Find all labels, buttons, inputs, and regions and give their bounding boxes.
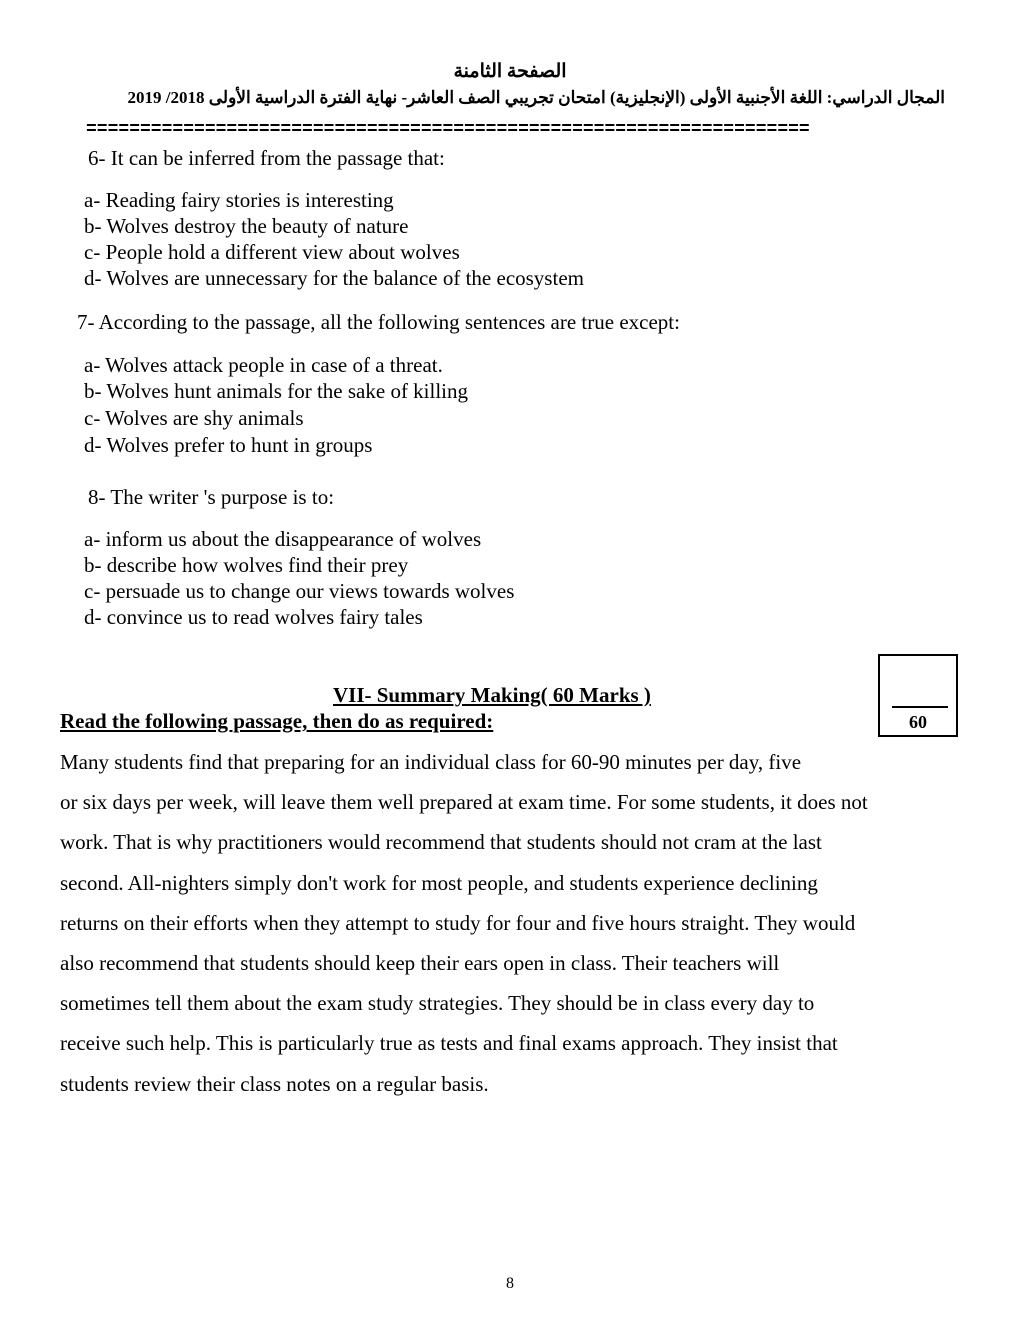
question-6-option-a: a- Reading fairy stories is interesting [84, 188, 394, 212]
question-8-option-c: c- persuade us to change our views towards wolves [84, 579, 515, 603]
page-number: 8 [506, 1275, 514, 1292]
passage-line: Many students find that preparing for an individual class for 60-90 minutes per day, five [60, 750, 802, 774]
question-7-option-c: c- Wolves are shy animals [84, 406, 304, 430]
passage-line: second. All-nighters simply don't work for most people, and students experience declining [60, 870, 818, 895]
marks-blank-line [892, 706, 948, 708]
question-6-stem: 6- It can be inferred from the passage that: [88, 146, 445, 170]
passage-line: work. That is why practitioners would recommend that students should not cram at the last [60, 830, 822, 855]
section-instruction: Read the following passage, then do as required: [60, 709, 494, 733]
passage-line: also recommend that students should keep their ears open in class. Their teachers will [60, 951, 780, 976]
question-7-option-a: a- Wolves attack people in case of a threat. [84, 353, 443, 377]
question-6-option-c: c- People hold a different view about wolves [84, 240, 460, 264]
header-divider: =================================================================== [86, 120, 810, 140]
question-8-option-a: a- inform us about the disappearance of wolves [84, 527, 482, 551]
passage-line: students review their class notes on a regular basis. [60, 1071, 489, 1096]
question-7-stem: 7- According to the passage, all the following sentences are true except: [77, 310, 680, 334]
section-title: VII- Summary Making( 60 Marks ) [333, 683, 651, 707]
question-7-option-b: b- Wolves hunt animals for the sake of killing [84, 379, 469, 403]
passage-line: returns on their efforts when they attempt to study for four and five hours straight. They would [60, 910, 856, 935]
passage-line: or six days per week, will leave them well prepared at exam time. For some students, it does not [60, 790, 868, 815]
page-header-title: الصفحة الثامنة [453, 61, 567, 82]
question-6-option-b: b- Wolves destroy the beauty of nature [84, 214, 409, 238]
summary-passage [60, 742, 965, 1104]
question-6-option-d: d- Wolves are unnecessary for the balance of the ecosystem [84, 266, 584, 290]
question-8-stem: 8- The writer 's purpose is to: [88, 485, 335, 509]
marks-total: 60 [909, 712, 927, 732]
passage-line: receive such help. This is particularly true as tests and final exams approach. They insist that [60, 1031, 838, 1056]
question-7-option-d: d- Wolves prefer to hunt in groups [84, 433, 373, 457]
page-header-subtitle: المجال الدراسي: اللغة الأجنبية الأولى (الإنجليزية) امتحان تجريبي الصف العاشر- نهاية الفترة الدراسية الأولى 2018/ 2019 [127, 88, 945, 107]
question-8-option-b: b- describe how wolves find their prey [84, 553, 409, 577]
marks-box [878, 654, 958, 737]
question-8-option-d: d- convince us to read wolves fairy tales [84, 605, 423, 629]
passage-line: sometimes tell them about the exam study strategies. They should be in class every day to [60, 991, 815, 1016]
